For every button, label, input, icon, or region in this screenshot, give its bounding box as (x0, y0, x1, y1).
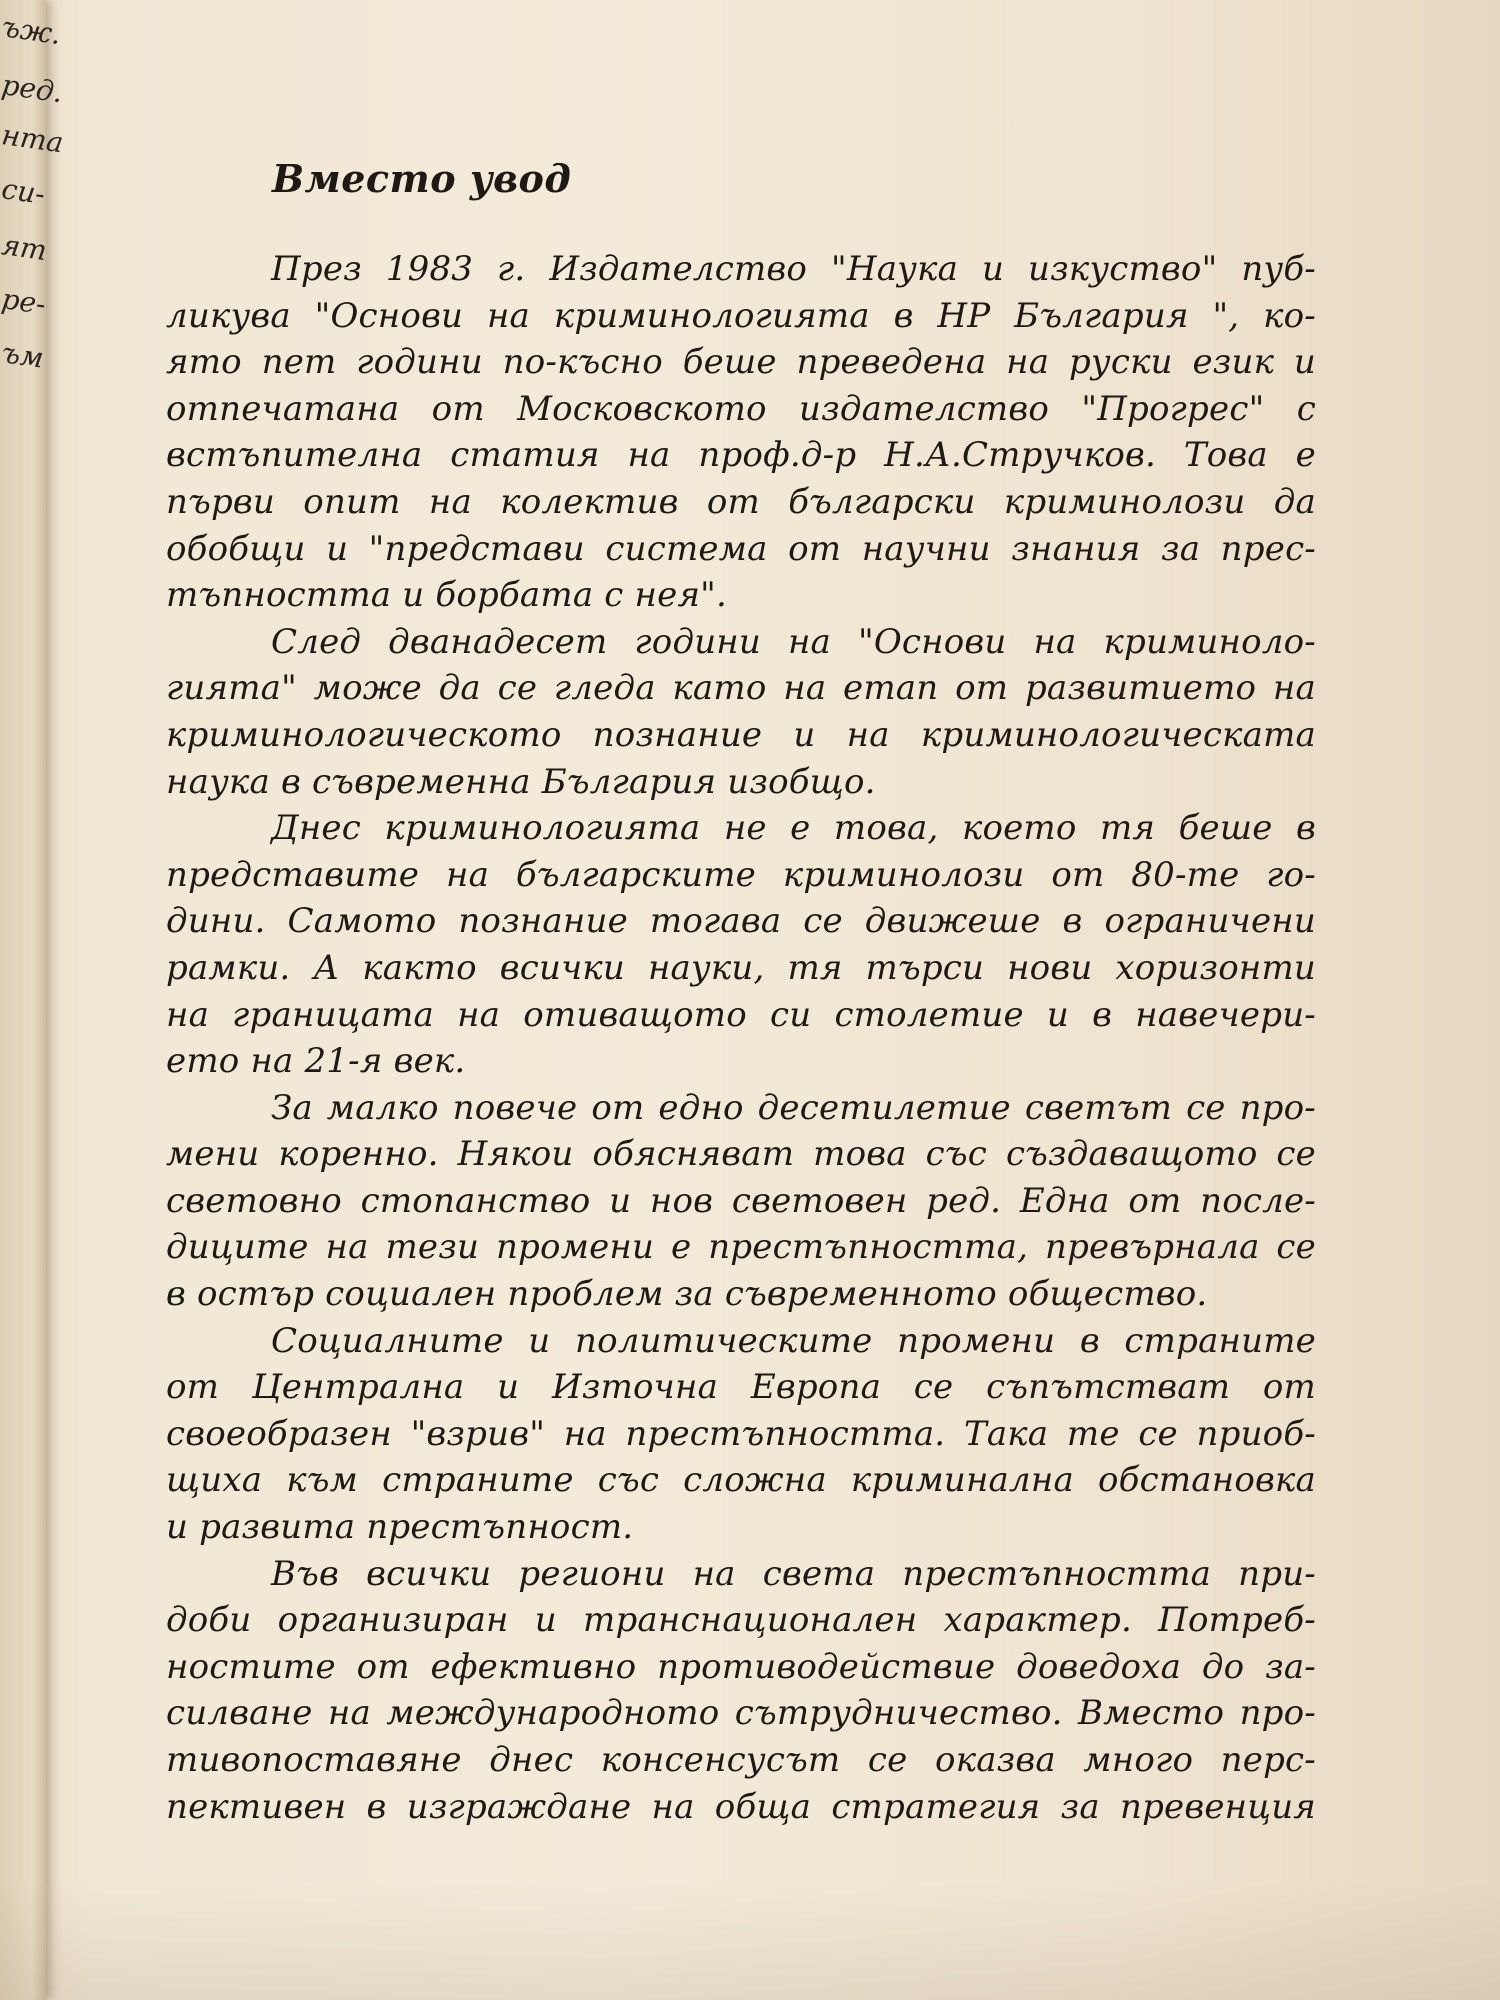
text-line: в остър социален проблем за съвременното общество. (166, 1274, 1208, 1315)
text-line: първи опит на колектив от български криминолози да (166, 481, 1316, 522)
text-line: мени коренно. Някои обясняват това със създаващото се (166, 1134, 1316, 1175)
facing-page-edge (0, 0, 66, 2000)
facing-page-fragment: ред. (0, 68, 65, 110)
facing-page-fragment: ъж. (0, 10, 64, 52)
text-line: световно стопанство и нов световен ред. Една от после- (166, 1180, 1316, 1221)
text-line: наука в съвременна България изобщо. (166, 761, 876, 802)
text-line: ято пет години по-късно беше преведена на руски език и (166, 342, 1316, 383)
text-line: доби организиран и транснационален характер. Потреб- (166, 1600, 1316, 1641)
paragraph-first-line: Днес криминологията не е това, което тя беше в (271, 808, 1316, 849)
text-line: криминологическото познание и на криминологическата (166, 714, 1316, 755)
text-line: своеобразен "взрив" на престъпността. Така те се приоб- (166, 1413, 1316, 1454)
paragraph-first-line: Социалните и политическите промени в страните (271, 1320, 1316, 1361)
text-line: ликува "Основи на криминологията в НР България ", ко- (166, 295, 1316, 336)
text-line: встъпителна статия на проф.д-р Н.А.Стручков. Това е (166, 435, 1316, 476)
facing-page-fragment: ъм (0, 336, 46, 375)
text-line: ностите от ефективно противодействие доведоха до за- (166, 1646, 1316, 1687)
paragraph-first-line: През 1983 г. Издателство "Наука и изкуство" пуб- (271, 249, 1316, 289)
facing-page-fragment: ят (0, 228, 49, 268)
paragraph-first-line: След дванадесет години на "Основи на криминоло- (271, 621, 1316, 662)
text-line: диците на тези промени е престъпността, превърнала се (166, 1227, 1316, 1268)
text-line: силване на международното сътрудничество. Вместо про- (166, 1693, 1316, 1734)
facing-page-fragment: си- (0, 172, 48, 211)
text-line: рамки. А както всички науки, тя търси нови хоризонти (166, 947, 1316, 988)
paragraph-first-line: За малко повече от едно десетилетие светът се про- (271, 1087, 1316, 1128)
text-line: тивопоставяне днес консенсусът се оказва много перс- (166, 1740, 1316, 1780)
text-line: отпечатана от Московското издателство "Прогрес" с (166, 388, 1316, 429)
text-line: тъпността и борбата с нея". (166, 575, 728, 616)
facing-page-fragment: ре- (0, 282, 48, 321)
text-line: и развита престъпност. (166, 1507, 634, 1548)
text-line: гията" може да се гледа като на етап от развитието на (166, 668, 1316, 709)
facing-page-fragment: нта (0, 118, 66, 160)
text-line: на границата на отиващото си столетие и в навечери- (166, 994, 1316, 1035)
text-line: щиха към страните със сложна криминална обстановка (166, 1460, 1316, 1501)
text-line: дини. Самото познание тогава се движеше в ограничени (166, 901, 1316, 942)
text-line: представите на българските криминолози от 80-те го- (166, 854, 1316, 895)
text-line: от Централна и Източна Европа се съпътстват от (166, 1367, 1316, 1408)
text-line: обобщи и "представи система от научни знания за прес- (166, 528, 1316, 569)
chapter-body (166, 246, 1316, 1830)
text-line: пективен в изграждане на обща стратегия за превенция (166, 1786, 1316, 1827)
chapter-heading: Вместо увод (272, 156, 572, 201)
text-line: ето на 21-я век. (166, 1041, 466, 1082)
paragraph-first-line: Във всички региони на света престъпността при- (271, 1553, 1316, 1594)
